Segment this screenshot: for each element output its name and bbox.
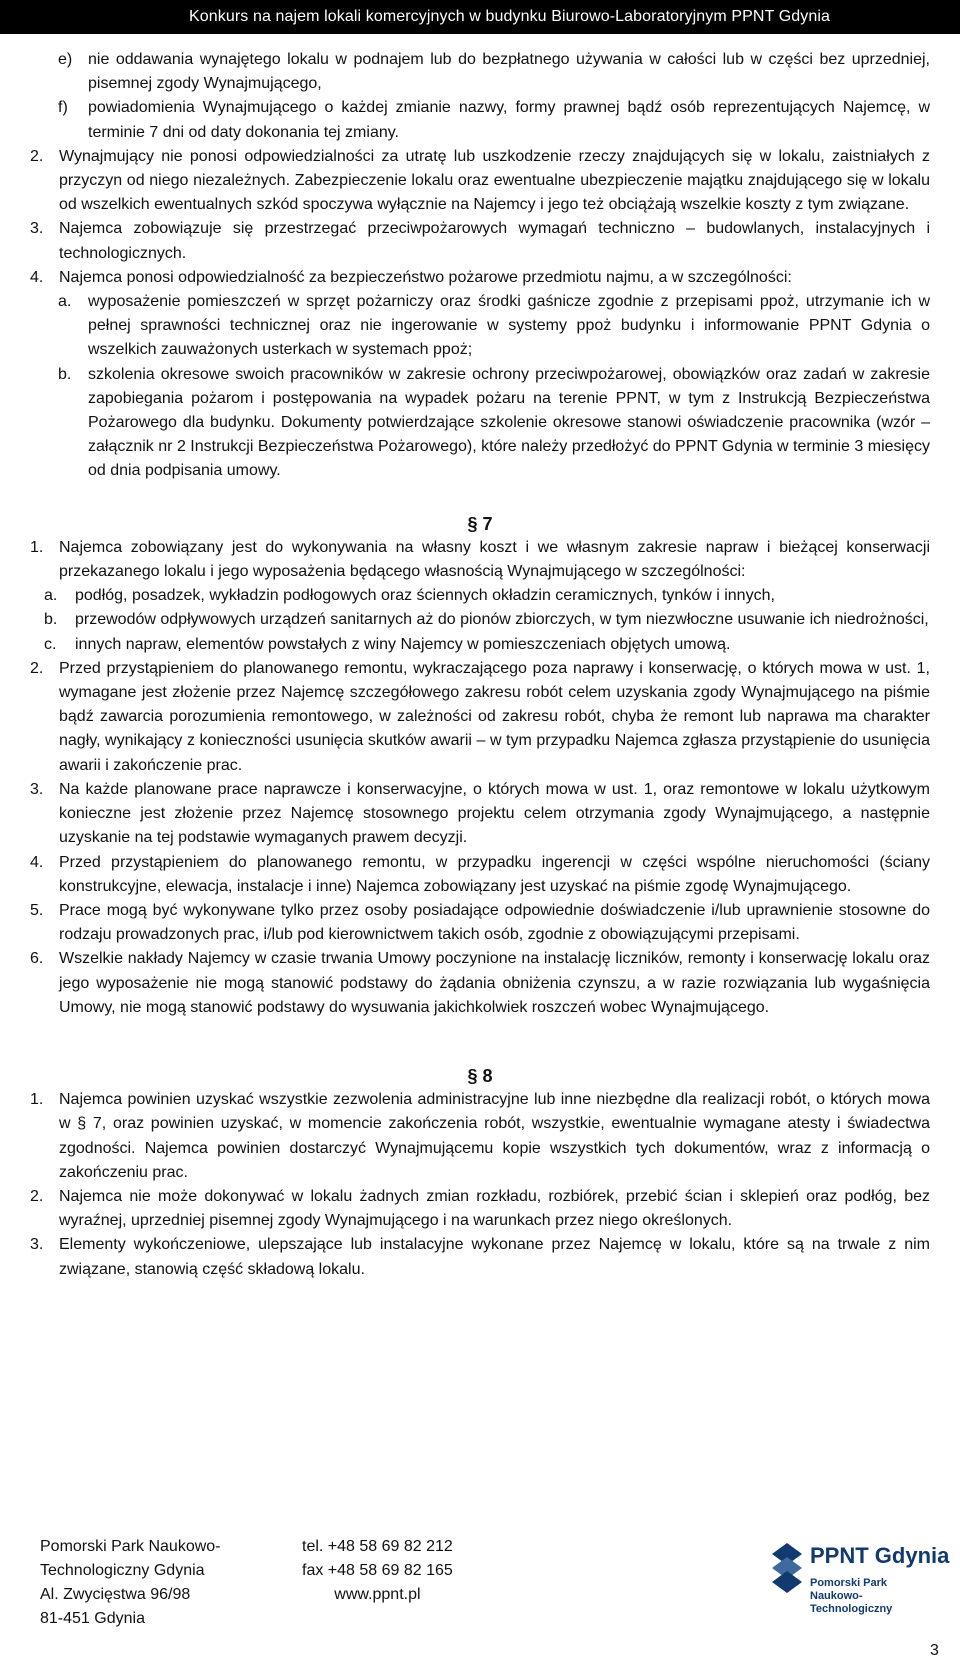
paragraph-number: 2.	[30, 1187, 44, 1205]
footer-tel: tel. +48 58 69 82 212	[302, 1538, 453, 1555]
list-item-c	[30, 633, 930, 657]
item-text: podłóg, posadzek, wykładzin podłogowych oraz ściennych okładzin ceramicznych, tynków i innych,	[75, 587, 775, 605]
item-marker: c.	[44, 635, 57, 653]
paragraph-text: Elementy wykończeniowe, ulepszające lub instalacyjne wykonane przez Najemcę w lokalu, które są na trwale z nim związane, stanowią część składową lokalu.	[59, 1236, 930, 1278]
paragraph-text: Prace mogą być wykonywane tylko przez osoby posiadające odpowiednie doświadczenie i/lub uprawnienie stosowne do rodzaju prowadzonych prac, i/lub pod kierownictwem takich osób, zgodnie z obowiązującymi przepisami.	[59, 901, 930, 944]
paragraph-number: 4.	[30, 853, 44, 871]
paragraph-number: 1.	[30, 538, 44, 556]
logo-name: PPNT Gdynia	[810, 1543, 950, 1568]
list-item-a	[30, 290, 930, 363]
paragraph-8-2	[30, 1185, 930, 1233]
logo-subtitle-line2: Naukowo-Technologiczny	[810, 1590, 893, 1615]
footer-fax: fax +48 58 69 82 165	[302, 1562, 453, 1579]
paragraph-7-5	[30, 899, 930, 947]
paragraph-6-3	[30, 217, 930, 265]
paragraph-text: Wynajmujący nie ponosi odpowiedzialności za utratę lub uszkodzenie rzeczy znajdujących się w lokalu, zaistniałych z przyczyn od niego niezależnych. Zabezpieczenie lokalu oraz ewentualne ubezpieczenie majątku znajdującego się w lokalu od wszelkich ewentualnych szkód spoczywa wyłącznie na Najemcy i jego też obciążają wszelkie koszty z tym związane.	[59, 147, 930, 214]
logo-subtitle	[810, 1577, 925, 1616]
paragraph-7-1	[30, 536, 930, 584]
paragraph-7-4	[30, 851, 930, 899]
paragraph-6-2	[30, 145, 930, 218]
paragraph-text: Przed przystąpieniem do planowanego remontu, wykraczającego poza naprawy i konserwację, o których mowa w ust. 1, wymagane jest złożenie przez Najemcę szczegółowego zakresu robót celem uzyskania zgody Wynajmującego na piśmie bądź zawarcia porozumienia remontowego, w zależności od zakresu robót, chyba że remont lub naprawa ma charakter nagły, wynikający z konieczności usunięcia skutków awarii – w tym przypadku Najemca zgłasza przystąpienie do usunięcia awarii i zakończenie prac.	[59, 659, 930, 774]
page-number: 3	[930, 1642, 939, 1659]
paragraph-number: 4.	[30, 268, 44, 286]
item-marker: a.	[58, 293, 72, 311]
paragraph-8-3	[30, 1233, 930, 1281]
item-text: przewodów odpływowych urządzeń sanitarnych aż do pionów zbiorczych, w tym niezwłoczne usuwanie ich niedrożności,	[75, 611, 929, 629]
item-marker: b.	[58, 365, 72, 383]
paragraph-number: 3.	[30, 1236, 44, 1254]
section-7-title: § 7	[467, 513, 493, 534]
item-text: nie oddawania wynajętego lokalu w podnajem lub do bezpłatnego używania w całości lub w części bez uprzedniej, pisemnej zgody Wynajmującego,	[88, 51, 930, 93]
paragraph-8-1	[30, 1088, 930, 1185]
paragraph-number: 1.	[30, 1091, 44, 1109]
paragraph-text: Najemca powinien uzyskać wszystkie zezwolenia administracyjne lub inne niezbędne dla realizacji robót, o których mowa w § 7, oraz powinien uzyskać, w momencie zakończenia robót, wszystkie, ewentualnie wymagane atesty i świadectwa zgodności. Najemca powinien dostarczyć Wynajmującemu kopie wszystkich tych dokumentów, wraz z informacją o zakończeniu prac.	[59, 1091, 930, 1181]
header-title: Konkurs na najem lokali komercyjnych w budynku Biurowo-Laboratoryjnym PPNT Gdynia	[189, 8, 830, 25]
footer-address: Al. Zwycięstwa 96/98	[40, 1586, 191, 1603]
ppnt-logo	[770, 1541, 950, 1615]
document-header	[0, 0, 960, 34]
paragraph-7-3	[30, 778, 930, 851]
footer-contact-block	[302, 1535, 453, 1607]
list-item-a	[30, 584, 930, 608]
item-text: innych napraw, elementów powstałych z winy Najemcy w pomieszczeniach objętych umową.	[75, 635, 731, 653]
paragraph-number: 2.	[30, 659, 44, 677]
document-body	[30, 48, 930, 1282]
item-marker: a.	[44, 587, 58, 605]
paragraph-text: Najemca zobowiązany jest do wykonywania na własny koszt i we własnym zakresie napraw i bieżącej konserwacji przekazanego lokalu i jego wyposażenia będącego własnością Wynajmującego w szczególności:	[59, 538, 930, 581]
item-text: powiadomienia Wynajmującego o każdej zmianie nazwy, formy prawnej bądź osób reprezentujących Najemcę, w terminie 7 dni od daty dokonania tej zmiany.	[88, 99, 930, 141]
footer-www: www.ppnt.pl	[334, 1586, 421, 1603]
paragraph-7-6	[30, 947, 930, 1020]
footer-address-block	[40, 1535, 221, 1631]
list-item-b	[30, 608, 930, 632]
paragraph-number: 6.	[30, 950, 44, 968]
list-item-f	[30, 96, 930, 144]
item-marker: e)	[58, 51, 73, 68]
paragraph-text: Przed przystąpieniem do planowanego remontu, w przypadku ingerencji w części wspólne nieruchomości (ściany konstrukcyjne, elewacja, instalacje i inne) Najemca zobowiązany jest uzyskać na piśmie zgodę Wynajmującego.	[59, 853, 930, 895]
item-text: szkolenia okresowe swoich pracowników w zakresie ochrony przeciwpożarowej, obowiązków oraz zadań w zakresie zapobiegania pożarom i postępowania na wypadek pożaru na terenie PPNT, w tym z Instrukcją Bezpieczeństwa Pożarowego dla budynku. Dokumenty potwierdzające szkolenie okresowe stanowi oświadczenie pracownika (wzór – załącznik nr 2 Instrukcji Bezpieczeństwa Pożarowego), które należy przedłożyć do PPNT Gdynia w terminie 3 miesięcy od dnia podpisania umowy.	[88, 365, 930, 480]
section-8-title: § 8	[467, 1065, 493, 1086]
paragraph-text: Najemca ponosi odpowiedzialność za bezpieczeństwo pożarowe przedmiotu najmu, a w szczególności:	[59, 268, 792, 286]
footer-org-line2: Technologiczny Gdynia	[40, 1562, 205, 1579]
item-marker: f)	[58, 99, 68, 117]
paragraph-6-4	[30, 266, 930, 290]
paragraph-number: 5.	[30, 901, 44, 919]
paragraph-number: 3.	[30, 780, 44, 798]
paragraph-text: Najemca nie może dokonywać w lokalu żadnych zmian rozkładu, rozbiórek, przebić ścian i sklepień oraz podłóg, bez wyraźnej, uprzedniej pisemnej zgody Wynajmującego i na warunkach przez niego określonych.	[59, 1187, 930, 1230]
paragraph-text: Najemca zobowiązuje się przestrzegać przeciwpożarowych wymagań techniczno – budowlanych, instalacyjnych i technologicznych.	[59, 220, 930, 262]
list-item-b	[30, 363, 930, 484]
item-text: wyposażenie pomieszczeń w sprzęt pożarniczy oraz środki gaśnicze zgodnie z przepisami ppoż, utrzymanie ich w pełnej sprawności technicznej oraz nie ingerowanie w systemy ppoż budynku i informowanie PPNT Gdynia o wszelkich zauważonych usterkach w systemach ppoż;	[88, 293, 930, 359]
paragraph-7-2	[30, 657, 930, 778]
logo-subtitle-line1: Pomorski Park	[810, 1577, 888, 1589]
paragraph-number: 3.	[30, 220, 44, 238]
ppnt-logo-icon	[770, 1541, 804, 1595]
paragraph-number: 2.	[30, 147, 44, 165]
paragraph-text: Wszelkie nakłady Najemcy w czasie trwania Umowy poczynione na instalację liczników, remonty i konserwację lokalu oraz jego wyposażenie nie mogą stanowić podstawy do żądania obniżenia czynszu, a w razie rozwiązania lub wygaśnięcia Umowy, nie mogą stanowić podstawy do wysuwania jakichkolwiek roszczeń wobec Wynajmującego.	[59, 950, 930, 1016]
document-footer	[0, 1535, 960, 1675]
list-item-e	[30, 48, 930, 96]
footer-postal: 81-451 Gdynia	[40, 1610, 145, 1627]
item-marker: b.	[44, 611, 58, 629]
paragraph-text: Na każde planowane prace naprawcze i konserwacyjne, o których mowa w ust. 1, oraz remontowe w lokalu użytkowym konieczne jest złożenie przez Najemcę stosownego projektu celem otrzymania zgody Wynajmującego, a następnie uzyskanie na tej podstawie wymaganych prawem decyzji.	[59, 780, 930, 847]
footer-org-line1: Pomorski Park Naukowo-	[40, 1538, 221, 1555]
